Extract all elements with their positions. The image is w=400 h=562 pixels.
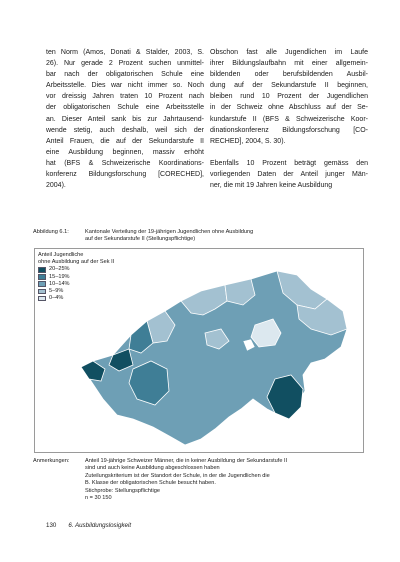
legend-label: 0–4% — [49, 295, 64, 302]
legend-label: 10–14% — [49, 280, 70, 287]
legend-swatch — [38, 289, 46, 295]
right1-line: bleiben rund 10 Prozent der Jugendlichen — [210, 93, 368, 101]
legend-item — [38, 295, 114, 302]
left-line: bar nach der obligatorischen Schule eine — [46, 71, 204, 79]
legend-title-line-2: ohne Ausbildung auf der Sek II — [38, 258, 115, 265]
right-text-column — [210, 47, 368, 202]
notes-line: sind und auch keine Ausbildung abgeschlossen haben — [85, 465, 220, 472]
right1-line: RECHED], 2004, S. 30). — [210, 137, 286, 145]
notes-line: B. Klasse der obligatorischen Schule besucht haben. — [85, 480, 216, 487]
page-number: 130 — [46, 522, 57, 529]
switzerland-canton-map — [34, 248, 364, 453]
figure-caption — [33, 229, 363, 243]
legend-title-line-1: Anteil Jugendliche — [38, 252, 84, 258]
left-line: der obligatorischen Schule eine Arbeitsstelle — [46, 104, 204, 112]
section-title: 6. Ausbildungslosigkeit — [68, 522, 132, 529]
left-line: 26). Nur gerade 2 Prozent suchen unmittel- — [46, 60, 204, 68]
figure-notes — [33, 458, 363, 502]
legend-swatch — [38, 296, 46, 302]
figure-label: Abbildung 6.1: — [33, 229, 69, 235]
right1-line: dinationskonferenz Bildungsforschung [CO- — [210, 126, 368, 134]
right2-line: ner, die mit 19 Jahren keine Ausbildung — [210, 182, 333, 190]
left-paragraph — [46, 47, 204, 191]
left-line: vor dreissig Jahren traten 10 Prozent nach — [46, 93, 204, 101]
left-line: Anteil Frauen, die auf der Sekundarstufe II — [46, 137, 204, 145]
page-footer — [46, 522, 131, 529]
right1-line: bildenden oder berufsbildenden Ausbil- — [210, 71, 368, 79]
legend-swatch — [38, 267, 46, 273]
right-paragraph-2 — [210, 158, 368, 191]
right1-line: Obschon fast alle Jugendlichen im Laufe — [210, 49, 368, 56]
left-line: an. Dieser Anteil sank bis zur Jahrtausend- — [46, 115, 204, 123]
legend-label: 5–9% — [49, 288, 64, 295]
notes-line: Anteil 19-jährige Schweizer Männer, die in keiner Ausbildung der Sekundarstufe II — [85, 458, 288, 464]
legend-items — [38, 266, 114, 302]
figure-caption-line-1: Kantonale Verteilung der 19-jährigen Jugendlichen ohne Ausbildung — [85, 229, 254, 235]
legend-label: 20–25% — [49, 266, 70, 273]
figure-caption-text — [85, 229, 363, 243]
right1-line: ihrer Bildungslaufbahn mit einer allgemein- — [210, 60, 368, 68]
left-line: eine Ausbildung beginnen, massiv erhöht — [46, 148, 204, 156]
right1-line: dung auf der Sekundarstufe II beginnen, — [210, 82, 368, 90]
notes-line: Stichprobe: Stellungspflichtige — [85, 487, 160, 494]
legend-label: 15–19% — [49, 273, 70, 280]
right2-line: Ebenfalls 10 Prozent beträgt gemäss den — [210, 159, 368, 167]
notes-body — [85, 458, 363, 502]
left-line: hat (BFS & Schweizerische Koordinations- — [46, 159, 204, 167]
right1-line: kundarstufe II (BFS & Schweizerische Koor- — [210, 115, 368, 123]
notes-label: Anmerkungen: — [33, 458, 70, 464]
map-legend — [38, 252, 114, 302]
legend-swatch — [38, 274, 46, 280]
legend-swatch — [38, 281, 46, 287]
left-line: Arbeitsstelle. Dies war nicht immer so. Noch — [46, 82, 204, 90]
right1-line: in der Schweiz ohne Abschluss auf der Se- — [210, 104, 368, 112]
legend-item — [38, 266, 114, 273]
notes-line: Zuteilungskriterium ist der Standort der Schule, in der die Jugendlichen die — [85, 472, 270, 479]
right2-line: vorliegenden Daten der Anteil junger Män- — [210, 170, 368, 178]
left-line: ten Norm (Amos, Donati & Stalder, 2003, S. — [46, 49, 204, 56]
legend-item — [38, 281, 114, 288]
right-paragraph-1 — [210, 47, 368, 147]
left-line: 2004). — [46, 182, 66, 190]
left-line: konferenz Bildungsforschung [CORECHED], — [46, 171, 204, 179]
legend-item — [38, 288, 114, 295]
left-line: wende stetig, auch deshalb, weil sich der — [46, 126, 204, 134]
notes-line: n = 30 150 — [85, 495, 112, 502]
left-text-column — [46, 47, 204, 202]
legend-item — [38, 273, 114, 280]
figure-caption-line-2: auf der Sekundarstufe II (Stellungspflichtige) — [85, 236, 196, 243]
legend-title — [38, 252, 114, 265]
